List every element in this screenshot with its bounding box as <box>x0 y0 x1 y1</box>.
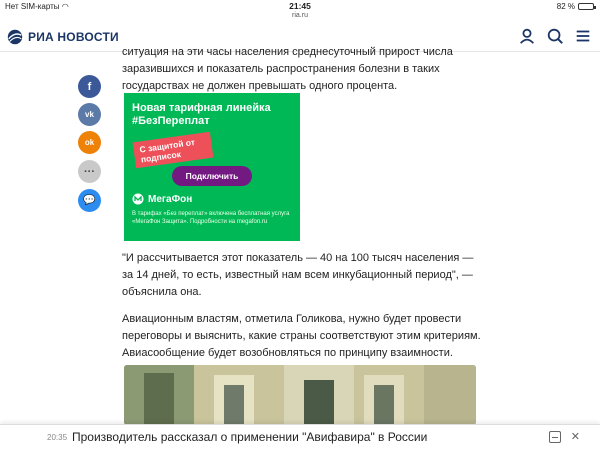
menu-icon[interactable] <box>574 27 592 45</box>
text-line: ситуация на эти часы населения среднесуточный прирост числа <box>122 46 453 58</box>
share-more-button[interactable] <box>78 160 101 183</box>
megafon-logo-icon <box>132 193 144 205</box>
ad-fine-print: В тарифах «Без переплат» включена бесплатная услуга «МегаФон Защита». Подробности на megafon.ru <box>132 211 290 225</box>
comments-button[interactable] <box>78 189 101 212</box>
carrier-label: Нет SIM-карты ◠ <box>5 2 69 11</box>
brand-name: МегаФон <box>148 193 193 205</box>
share-vk-button[interactable] <box>78 103 101 126</box>
odnoklassniki-icon: ok <box>84 138 95 147</box>
megafon-ad-banner[interactable] <box>124 93 300 241</box>
close-icon[interactable]: ✕ <box>570 431 580 443</box>
article-quote: "И рассчитывается этот показатель — 40 на 100 тысяч населения — за 14 дней, то есть, известный нам всем инкубационный период", — объяснила она. <box>122 252 474 298</box>
logo-text: РИА НОВОСТИ <box>28 30 119 44</box>
facebook-icon: f <box>87 80 92 93</box>
text-line: государствах не должен превышать одного процента. <box>122 80 398 92</box>
ad-badge: С защитой от подписок <box>133 132 214 169</box>
battery-icon <box>578 3 594 10</box>
article-paragraph-top <box>122 44 482 95</box>
article-photo[interactable] <box>124 365 476 425</box>
minimize-icon[interactable] <box>549 431 561 443</box>
text-line: заразившихся и показатель распространения болезни в таких <box>122 63 440 75</box>
user-icon[interactable] <box>518 27 536 45</box>
more-icon: ··· <box>84 165 95 178</box>
battery-indicator <box>557 2 594 11</box>
ticker-headline[interactable]: Производитель рассказал о применении "Авифавира" в России <box>72 430 428 444</box>
ad-hashtag: #БезПереплат <box>132 115 210 127</box>
share-ok-button[interactable] <box>78 131 101 154</box>
megafon-brand <box>132 193 192 205</box>
ria-globe-icon <box>6 28 24 46</box>
search-icon[interactable] <box>546 27 564 45</box>
wifi-icon: ◠ <box>61 2 69 11</box>
ad-connect-button[interactable]: Подключить <box>172 166 252 186</box>
article-body <box>122 250 482 372</box>
ria-logo[interactable] <box>6 28 119 46</box>
ad-headline: Новая тарифная линейка <box>132 102 271 114</box>
building-facade-image <box>124 365 476 425</box>
battery-percent: 82 % <box>556 2 575 11</box>
address-url[interactable]: ria.ru <box>292 12 308 19</box>
clock: 21:45 <box>289 1 311 11</box>
comment-icon: 💬 <box>83 195 96 206</box>
article-paragraph: Авиационным властям, отметила Голикова, нужно будет провести переговоры и выяснить, какие страны соответствуют этим критериям. Авиасообщение будет возобновляться по принципу взаимности. <box>122 313 481 359</box>
status-bar <box>0 0 600 19</box>
news-ticker-bar[interactable] <box>0 424 600 450</box>
ticker-time: 20:35 <box>47 433 68 442</box>
vk-icon: vk <box>85 110 94 119</box>
share-facebook-button[interactable] <box>78 75 101 98</box>
